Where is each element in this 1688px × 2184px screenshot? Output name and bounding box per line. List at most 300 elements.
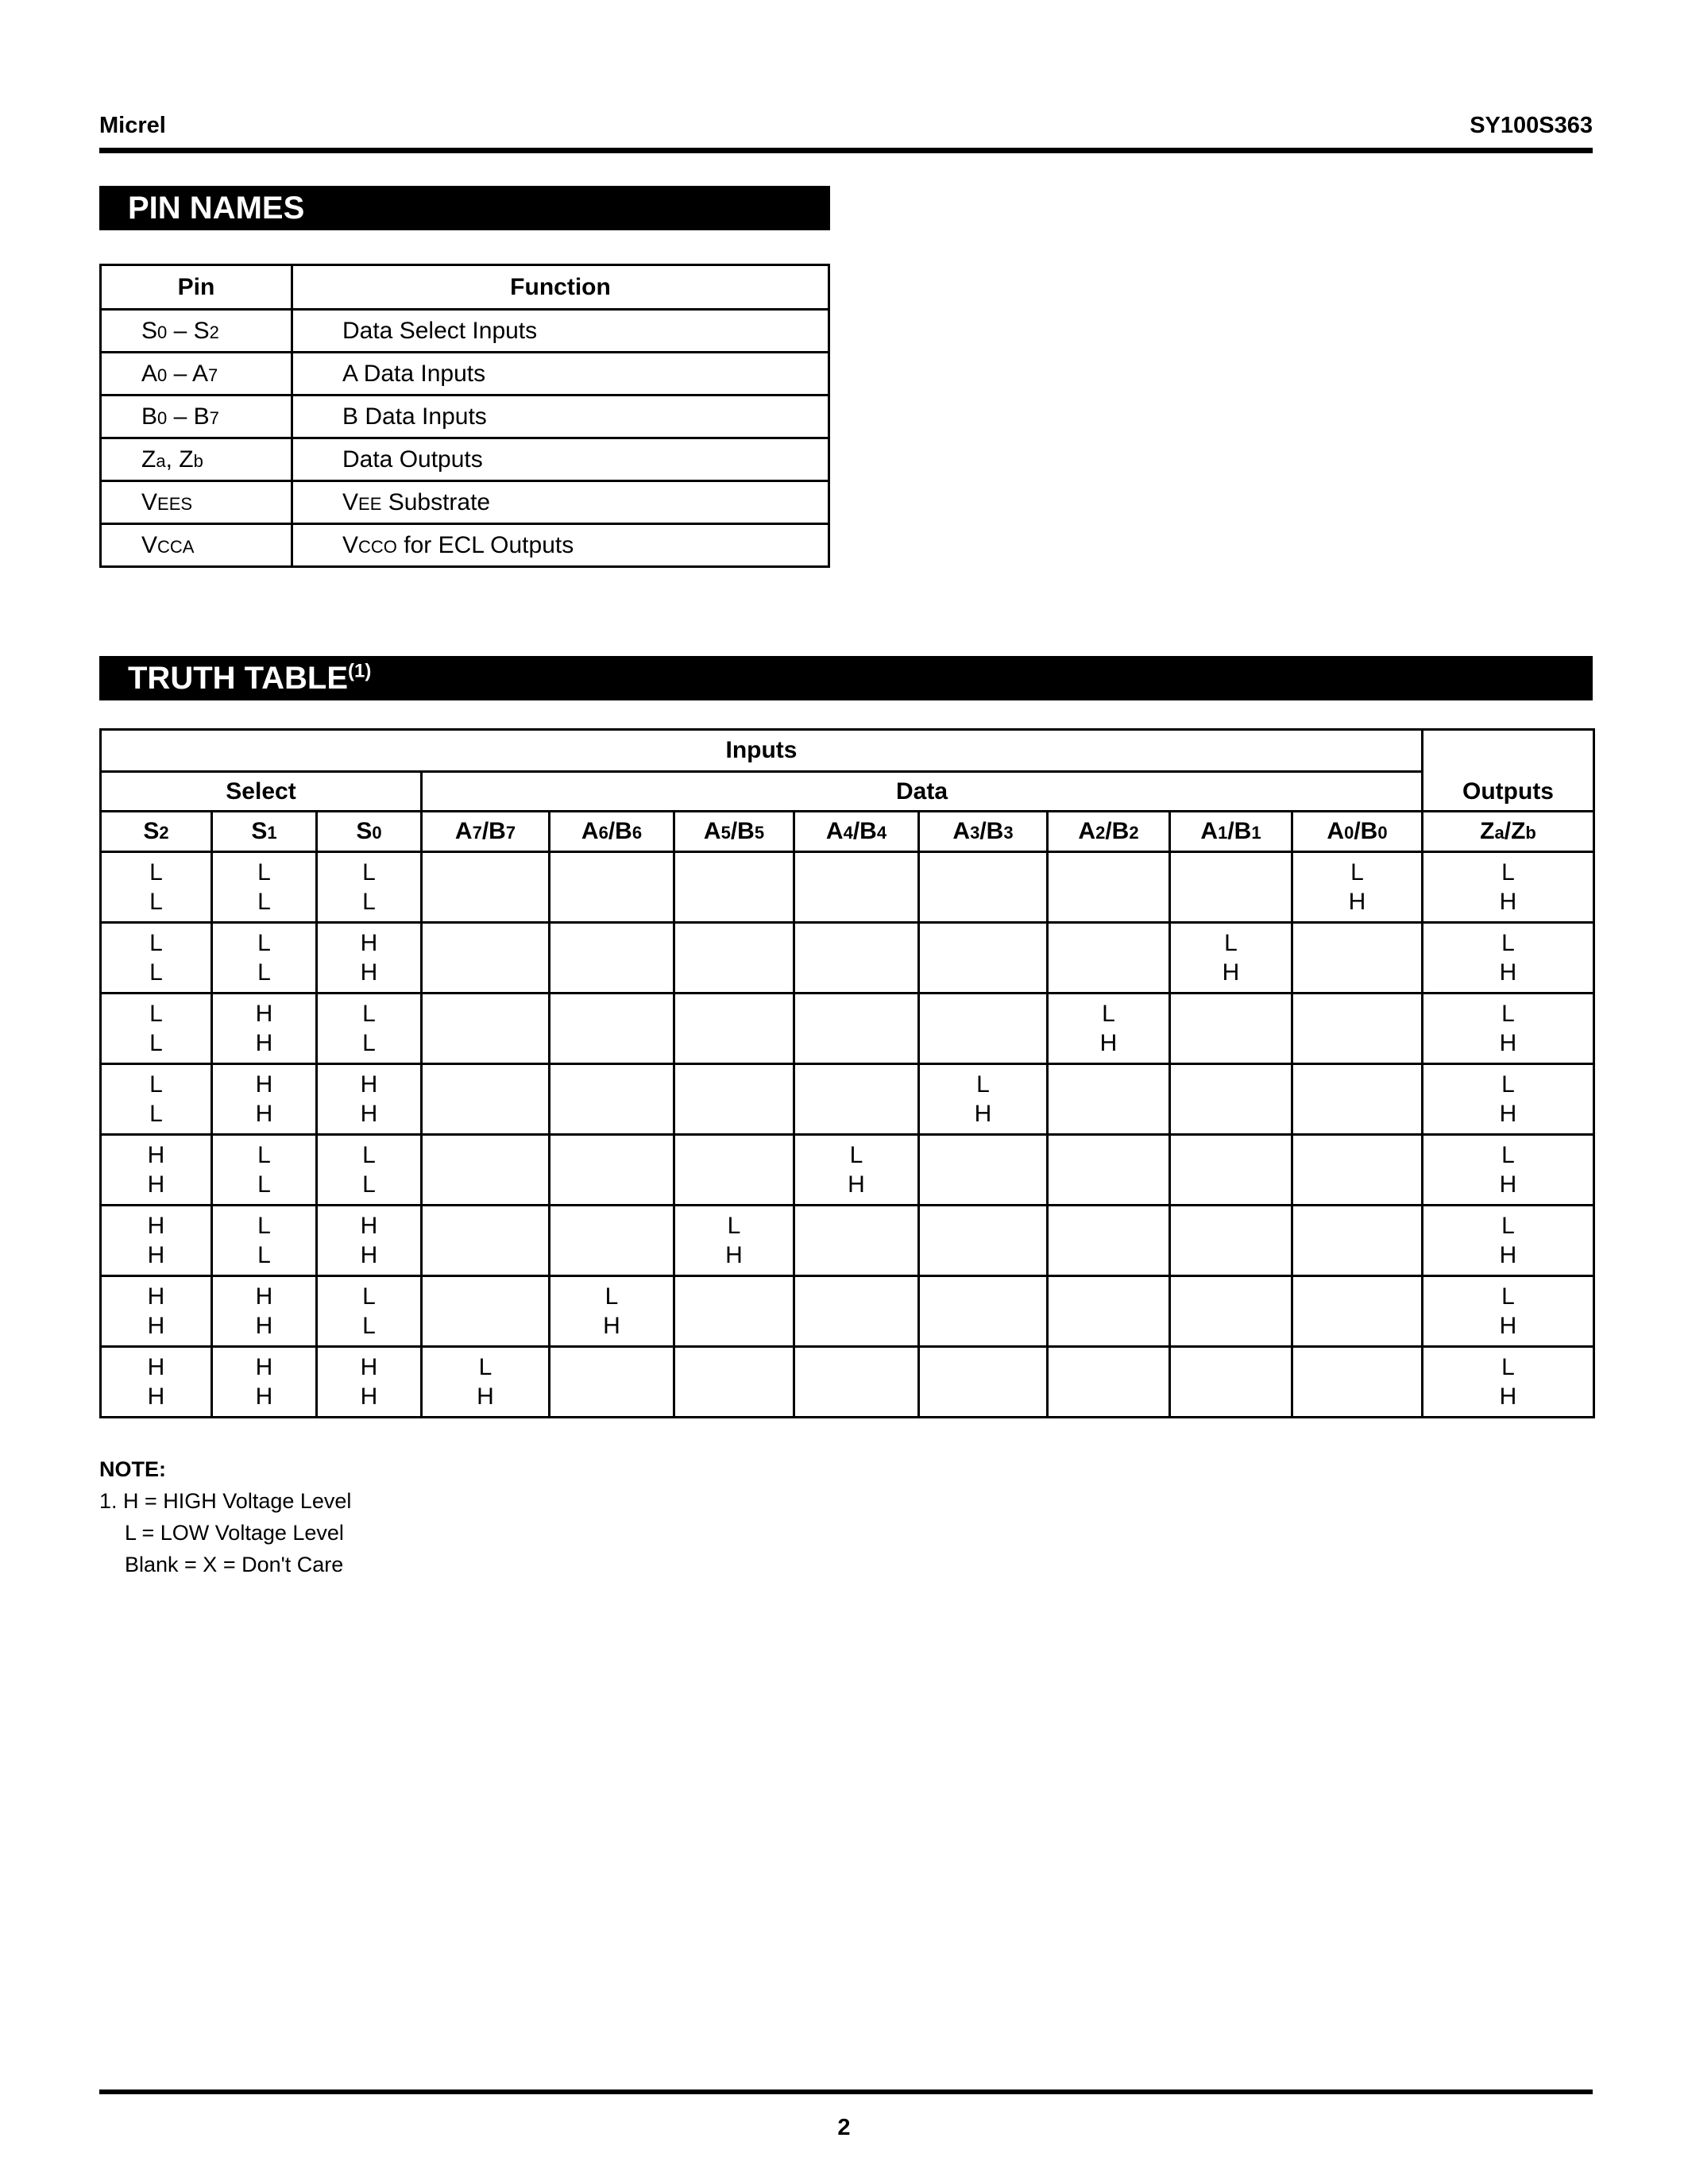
truth-cell <box>1170 852 1292 923</box>
column-header-mid: /B <box>481 818 506 844</box>
truth-cell <box>422 923 550 994</box>
truth-cell <box>317 1347 422 1418</box>
truth-cell <box>1048 994 1170 1064</box>
truth-cell <box>550 1206 674 1276</box>
truth-value-top: L <box>1501 1213 1515 1239</box>
truth-cell <box>550 1135 674 1206</box>
truth-row <box>101 1347 1594 1418</box>
truth-value-top: H <box>360 930 378 956</box>
truth-value-top: L <box>1501 1001 1515 1027</box>
truth-value-top: L <box>1501 1354 1515 1380</box>
truth-cell <box>919 1206 1048 1276</box>
truth-cell <box>101 852 212 923</box>
header-part-number: SY100S363 <box>1470 113 1593 138</box>
truth-value-bottom: L <box>362 1030 376 1056</box>
truth-value-top: L <box>1224 930 1238 956</box>
note-line-3: Blank = X = Don't Care <box>125 1553 344 1576</box>
truth-value-top: L <box>976 1071 990 1098</box>
truth-cell <box>550 994 674 1064</box>
truth-value-top: H <box>255 1354 273 1380</box>
column-header-subscript: 3 <box>970 823 980 843</box>
truth-cell <box>794 1064 919 1135</box>
pin-row <box>101 353 829 396</box>
truth-cell <box>794 852 919 923</box>
truth-value-bottom: L <box>149 889 163 915</box>
truth-value-bottom: H <box>1499 1383 1517 1410</box>
pin-symbol-subscript: 0 <box>157 322 168 342</box>
truth-value-top: H <box>360 1213 378 1239</box>
truth-value-bottom: H <box>725 1242 743 1268</box>
truth-row <box>101 1206 1594 1276</box>
truth-value-bottom: H <box>360 1242 378 1268</box>
truth-subgroup-row <box>101 772 1594 812</box>
outputs-group-header: Outputs <box>1423 730 1594 812</box>
truth-value-bottom: L <box>362 1171 376 1198</box>
truth-cell <box>422 1206 550 1276</box>
truth-value-top: H <box>147 1354 165 1380</box>
truth-table-footnote-ref: (1) <box>348 660 372 682</box>
truth-cell <box>1292 1276 1423 1347</box>
pin-row <box>101 396 829 438</box>
truth-cell <box>550 1276 674 1347</box>
truth-value-bottom: H <box>360 1101 378 1127</box>
truth-value-bottom: H <box>147 1242 165 1268</box>
column-header-subscript: 0 <box>372 823 382 843</box>
column-header <box>101 812 212 852</box>
column-header-subscript: 1 <box>1251 823 1261 843</box>
truth-cell <box>1423 923 1594 994</box>
truth-value-top: L <box>1501 859 1515 886</box>
truth-cell <box>101 923 212 994</box>
truth-cell <box>919 1064 1048 1135</box>
truth-value-bottom: H <box>1099 1030 1118 1056</box>
pin-cell <box>101 310 292 353</box>
column-header-subscript: 6 <box>598 823 608 843</box>
truth-value-top: H <box>255 1001 273 1027</box>
pin-row <box>101 310 829 353</box>
truth-cell <box>674 1276 794 1347</box>
truth-value-bottom: L <box>149 1101 163 1127</box>
footer-rule <box>99 2089 1593 2094</box>
truth-value-bottom: H <box>1499 1313 1517 1339</box>
truth-value-top: L <box>149 1071 163 1098</box>
truth-value-bottom: H <box>1222 959 1240 986</box>
column-header-mid: /B <box>1105 818 1130 844</box>
truth-cell <box>1170 1064 1292 1135</box>
truth-table-title: TRUTH TABLE <box>128 661 348 696</box>
truth-row <box>101 1135 1594 1206</box>
column-header-subscript: 7 <box>472 823 482 843</box>
data-group-header: Data <box>422 772 1423 812</box>
pin-symbol-subscript: 7 <box>209 407 219 428</box>
truth-cell <box>422 994 550 1064</box>
truth-cell <box>919 1347 1048 1418</box>
note-line-1: 1. H = HIGH Voltage Level <box>99 1489 352 1513</box>
pin-symbol-subscript: EES <box>157 493 193 514</box>
note-line-2: L = LOW Voltage Level <box>125 1521 344 1545</box>
column-header <box>422 812 550 852</box>
inputs-group-header: Inputs <box>101 730 1423 772</box>
truth-cell <box>919 852 1048 923</box>
column-header-subscript: 2 <box>1129 823 1139 843</box>
truth-value-top: H <box>147 1283 165 1310</box>
truth-cell <box>794 994 919 1064</box>
pin-separator: , Z <box>165 446 194 473</box>
column-header-main: S <box>143 818 160 844</box>
truth-cell <box>317 1064 422 1135</box>
column-header-main: A <box>952 818 971 844</box>
column-header <box>1048 812 1170 852</box>
function-cell <box>292 438 829 481</box>
truth-value-bottom: H <box>255 1030 273 1056</box>
truth-value-top: L <box>149 1001 163 1027</box>
truth-cell <box>101 1276 212 1347</box>
truth-cell <box>212 923 317 994</box>
column-header-subscript: 0 <box>1344 823 1354 843</box>
column-header-subscript: 2 <box>159 823 169 843</box>
truth-cell <box>422 1276 550 1347</box>
truth-value-bottom: H <box>603 1313 620 1339</box>
truth-row <box>101 923 1594 994</box>
truth-cell <box>794 1347 919 1418</box>
pin-cell <box>101 396 292 438</box>
pin-symbol-subscript: 0 <box>157 407 168 428</box>
pin-symbol: V <box>141 531 158 558</box>
truth-cell <box>1048 852 1170 923</box>
truth-cell <box>1170 923 1292 994</box>
truth-value-top: L <box>1501 930 1515 956</box>
pin-separator: – A <box>167 360 208 387</box>
truth-row <box>101 994 1594 1064</box>
truth-cell <box>317 852 422 923</box>
truth-value-top: L <box>362 1142 376 1168</box>
pin-separator: – S <box>167 317 210 344</box>
truth-cell <box>1292 852 1423 923</box>
column-header-main: A <box>825 818 844 844</box>
truth-cell <box>1170 1206 1292 1276</box>
pin-row <box>101 438 829 481</box>
truth-value-bottom: H <box>848 1171 865 1198</box>
truth-cell <box>1423 1135 1594 1206</box>
truth-value-bottom: L <box>362 1313 376 1339</box>
function-cell <box>292 481 829 524</box>
truth-cell <box>550 1064 674 1135</box>
column-header-mid: /B <box>852 818 877 844</box>
column-header-main: Z <box>1480 818 1495 844</box>
column-header-main: A <box>581 818 599 844</box>
truth-cell <box>1423 1276 1594 1347</box>
truth-value-bottom: H <box>974 1101 992 1127</box>
truth-cell <box>674 1206 794 1276</box>
function-cell <box>292 310 829 353</box>
truth-cell <box>101 1064 212 1135</box>
function-subscript: EE <box>358 493 382 514</box>
truth-cell <box>794 1206 919 1276</box>
truth-value-top: L <box>1501 1142 1515 1168</box>
truth-row <box>101 1276 1594 1347</box>
column-header-subscript: 5 <box>720 823 731 843</box>
truth-value-bottom: H <box>1499 1242 1517 1268</box>
truth-value-top: L <box>849 1142 863 1168</box>
truth-value-bottom: H <box>1499 889 1517 915</box>
truth-value-top: L <box>1501 1283 1515 1310</box>
truth-cell <box>1170 1347 1292 1418</box>
truth-cell <box>674 923 794 994</box>
truth-cell <box>212 1206 317 1276</box>
truth-value-bottom: H <box>147 1171 165 1198</box>
truth-value-top: L <box>257 1142 271 1168</box>
column-header-subscript: 0 <box>1377 823 1388 843</box>
column-header-subscript: 1 <box>267 823 277 843</box>
truth-cell <box>101 1135 212 1206</box>
pin-row <box>101 524 829 567</box>
truth-cell <box>550 852 674 923</box>
truth-cell <box>1048 1347 1170 1418</box>
truth-value-bottom: L <box>257 959 271 986</box>
pin-cell <box>101 481 292 524</box>
truth-cell <box>1170 1135 1292 1206</box>
truth-cell <box>919 1276 1048 1347</box>
function-text: Substrate <box>381 488 491 515</box>
truth-cell <box>1423 1064 1594 1135</box>
truth-cell <box>422 1135 550 1206</box>
function-text: A Data Inputs <box>342 360 486 387</box>
column-header <box>550 812 674 852</box>
truth-cell <box>1292 994 1423 1064</box>
pin-symbol-subscript: 0 <box>157 365 168 385</box>
truth-value-top: H <box>147 1142 165 1168</box>
truth-value-bottom: L <box>257 1171 271 1198</box>
truth-cell <box>919 994 1048 1064</box>
truth-row <box>101 852 1594 923</box>
truth-cell <box>1423 994 1594 1064</box>
truth-cell <box>1170 1276 1292 1347</box>
column-header-subscript: 5 <box>754 823 765 843</box>
truth-value-top: L <box>362 859 376 886</box>
truth-cell <box>1292 1135 1423 1206</box>
header-rule <box>99 148 1593 153</box>
truth-cell <box>101 994 212 1064</box>
truth-cell <box>1292 923 1423 994</box>
truth-cell <box>1292 1064 1423 1135</box>
truth-value-bottom: L <box>257 889 271 915</box>
truth-cell <box>1048 1064 1170 1135</box>
truth-cell <box>1048 923 1170 994</box>
function-prefix: V <box>342 531 359 558</box>
truth-value-top: L <box>149 930 163 956</box>
truth-value-bottom: H <box>1499 1101 1517 1127</box>
column-header-main: S <box>356 818 373 844</box>
truth-cell <box>550 1347 674 1418</box>
truth-cell <box>919 923 1048 994</box>
pin-cell <box>101 438 292 481</box>
pin-table-header-row <box>101 265 829 310</box>
truth-value-top: L <box>257 1213 271 1239</box>
truth-value-bottom: H <box>1348 889 1366 915</box>
truth-value-top: L <box>1350 859 1364 886</box>
pin-symbol: Z <box>141 446 156 473</box>
column-header <box>317 812 422 852</box>
column-header-subscript: 3 <box>1003 823 1014 843</box>
truth-group-row <box>101 730 1594 772</box>
pin-symbol: S <box>141 317 158 344</box>
truth-value-top: H <box>147 1213 165 1239</box>
column-header-main: A <box>1200 818 1219 844</box>
truth-value-bottom: L <box>362 889 376 915</box>
select-group-header: Select <box>101 772 422 812</box>
pin-row <box>101 481 829 524</box>
pin-symbol: B <box>141 403 158 430</box>
truth-cell <box>212 1347 317 1418</box>
truth-value-bottom: H <box>255 1313 273 1339</box>
truth-value-bottom: H <box>255 1383 273 1410</box>
truth-cell <box>422 1064 550 1135</box>
truth-cell <box>1292 1206 1423 1276</box>
pin-names-title: PIN NAMES <box>128 191 305 226</box>
column-header-mid: /Z <box>1504 818 1526 844</box>
pin-symbol-subscript: 7 <box>207 365 218 385</box>
column-header-mid: /B <box>730 818 755 844</box>
truth-value-bottom: L <box>149 959 163 986</box>
truth-cell <box>101 1206 212 1276</box>
truth-cell <box>794 1276 919 1347</box>
truth-value-top: L <box>362 1001 376 1027</box>
note-block <box>99 1453 351 1580</box>
function-text: Data Outputs <box>342 446 483 473</box>
truth-value-top: L <box>1102 1001 1115 1027</box>
truth-value-bottom: H <box>360 1383 378 1410</box>
truth-cell <box>674 852 794 923</box>
truth-cell <box>212 852 317 923</box>
column-header-mid: /B <box>1227 818 1252 844</box>
function-prefix: V <box>342 488 359 515</box>
pin-symbol-subscript: a <box>156 450 166 471</box>
header-company: Micrel <box>99 113 166 138</box>
function-text: for ECL Outputs <box>396 531 574 558</box>
pin-cell <box>101 353 292 396</box>
function-subscript: CCO <box>358 536 397 557</box>
column-header-subscript: 1 <box>1218 823 1228 843</box>
truth-value-top: L <box>478 1354 492 1380</box>
column-header-mid: /B <box>1354 818 1378 844</box>
column-header-subscript: 6 <box>632 823 643 843</box>
truth-value-bottom: H <box>147 1313 165 1339</box>
pin-symbol-subscript: 2 <box>209 322 219 342</box>
function-column-header: Function <box>292 265 829 310</box>
truth-cell <box>101 1347 212 1418</box>
truth-cell <box>1048 1276 1170 1347</box>
truth-value-top: L <box>1501 1071 1515 1098</box>
truth-value-bottom: H <box>255 1101 273 1127</box>
truth-value-bottom: L <box>149 1030 163 1056</box>
column-header-subscript: 4 <box>843 823 853 843</box>
pin-symbol-subscript: b <box>193 450 203 471</box>
column-header <box>1292 812 1423 852</box>
truth-cell <box>794 1135 919 1206</box>
column-header <box>794 812 919 852</box>
truth-cell <box>550 923 674 994</box>
truth-cell <box>919 1135 1048 1206</box>
column-header-subscript: 4 <box>876 823 887 843</box>
column-header-main: S <box>251 818 268 844</box>
truth-column-header-row <box>101 812 1594 852</box>
truth-cell <box>1423 1347 1594 1418</box>
truth-table-heading <box>99 656 1593 700</box>
pin-names-table <box>99 264 830 568</box>
truth-cell <box>317 1135 422 1206</box>
truth-cell <box>1170 994 1292 1064</box>
column-header-subscript: a <box>1494 823 1505 843</box>
column-header-subscript: 2 <box>1095 823 1106 843</box>
column-header-subscript: 7 <box>505 823 516 843</box>
truth-cell <box>1423 1206 1594 1276</box>
truth-value-top: L <box>727 1213 741 1239</box>
truth-value-top: L <box>362 1283 376 1310</box>
truth-cell <box>674 1347 794 1418</box>
truth-cell <box>317 1206 422 1276</box>
column-header-main: A <box>1078 818 1096 844</box>
pin-cell <box>101 524 292 567</box>
truth-cell <box>674 1135 794 1206</box>
truth-cell <box>1292 1347 1423 1418</box>
column-header <box>1170 812 1292 852</box>
column-header-mid: /B <box>979 818 1004 844</box>
truth-cell <box>317 994 422 1064</box>
pin-symbol: V <box>141 488 158 515</box>
pin-names-heading <box>99 186 830 230</box>
function-cell <box>292 396 829 438</box>
pin-symbol-subscript: CCA <box>157 536 195 557</box>
column-header <box>919 812 1048 852</box>
function-cell <box>292 524 829 567</box>
column-header-main: A <box>1327 818 1345 844</box>
column-header-subscript: b <box>1525 823 1536 843</box>
truth-cell <box>212 1276 317 1347</box>
function-text: B Data Inputs <box>342 403 487 430</box>
truth-cell <box>212 994 317 1064</box>
column-header <box>212 812 317 852</box>
truth-value-top: H <box>360 1354 378 1380</box>
truth-cell <box>674 1064 794 1135</box>
truth-table <box>99 728 1595 1418</box>
truth-value-top: H <box>255 1071 273 1098</box>
truth-cell <box>674 994 794 1064</box>
truth-row <box>101 1064 1594 1135</box>
truth-value-top: L <box>605 1283 619 1310</box>
pin-column-header: Pin <box>101 265 292 310</box>
truth-cell <box>212 1135 317 1206</box>
column-header-main: A <box>703 818 721 844</box>
truth-value-top: H <box>360 1071 378 1098</box>
truth-value-bottom: H <box>1499 959 1517 986</box>
truth-value-bottom: L <box>257 1242 271 1268</box>
truth-cell <box>1048 1135 1170 1206</box>
page-number: 2 <box>837 2115 851 2140</box>
truth-value-top: L <box>257 859 271 886</box>
truth-cell <box>317 1276 422 1347</box>
truth-cell <box>212 1064 317 1135</box>
column-header-mid: /B <box>608 818 632 844</box>
truth-value-top: H <box>255 1283 273 1310</box>
truth-cell <box>794 923 919 994</box>
truth-cell <box>317 923 422 994</box>
truth-cell <box>1423 852 1594 923</box>
truth-value-top: L <box>257 930 271 956</box>
truth-value-bottom: H <box>1499 1030 1517 1056</box>
column-header-main: A <box>454 818 473 844</box>
truth-value-bottom: H <box>360 959 378 986</box>
truth-value-bottom: H <box>147 1383 165 1410</box>
